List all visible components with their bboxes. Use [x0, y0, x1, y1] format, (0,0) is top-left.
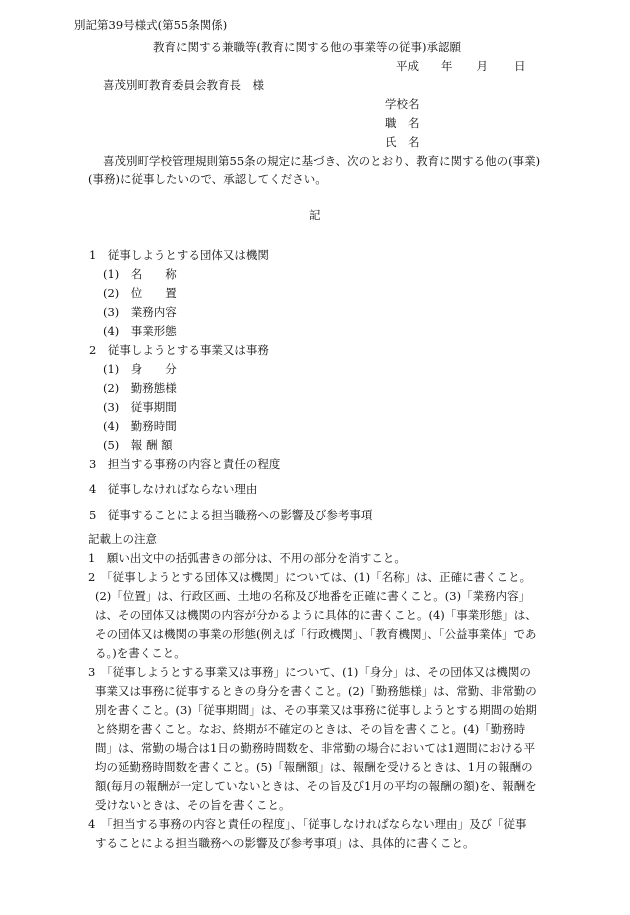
date-line	[396, 61, 526, 73]
section-2-item-3: (3) 従事期間	[103, 400, 177, 414]
note-line: 別を書くこと。(3)「従事期間」は、その事業又は事務に従事しようとする期間の始期	[95, 703, 537, 717]
note-line: る。)を書くこと。	[95, 646, 186, 660]
intro-line-1: 喜茂別町学校管理規則第55条の規定に基づき、次のとおり、教育に関する他の(事業)	[103, 154, 541, 168]
note-line: 2 「従事しようとする団体又は機関」については、(1)「名称」は、正確に書くこと。	[88, 570, 532, 584]
section-4-title: 4 従事しなければならない理由	[89, 482, 258, 496]
note-line: と終期を書くこと。なお、終期が不確定のときは、その旨を書くこと。(4)「勤務時	[95, 722, 526, 736]
note-line: 4 「担当する事務の内容と責任の程度」、「従事しなければならない理由」及び「従事	[88, 817, 527, 831]
section-2-item-5: (5) 報 酬 額	[103, 438, 173, 452]
note-line: 3 「従事しようとする事業又は事務」について、(1)「身分」は、その団体又は機関の	[88, 665, 531, 679]
note-line: その団体又は機関の事業の形態(例えば「行政機関」、「教育機関」、「公益事業体」であ	[95, 627, 537, 641]
addressee: 喜茂別町教育委員会教育長 様	[103, 78, 264, 92]
date-year: 年	[441, 59, 453, 73]
date-day: 日	[514, 59, 526, 73]
section-5-title: 5 従事することによる担当職務への影響及び参考事項	[89, 508, 373, 522]
date-era: 平成	[396, 59, 419, 73]
notes-heading: 記載上の注意	[88, 532, 157, 546]
position-label: 職 名	[385, 116, 420, 130]
section-2-item-1: (1) 身 分	[103, 362, 177, 376]
note-line: (2)「位置」は、行政区画、土地の名称及び地番を正確に書くこと。(3)「業務内容」	[95, 589, 531, 603]
date-month: 月	[476, 59, 488, 73]
section-1-item-2: (2) 位 置	[103, 286, 177, 300]
note-line: 間」は、常勤の場合は1日の勤務時間数を、非常勤の場合においては1週間における平	[95, 741, 536, 755]
document-title: 教育に関する兼職等(教育に関する他の事業等の従事)承認願	[153, 40, 461, 54]
section-2-title: 2 従事しようとする事業又は事務	[89, 343, 269, 357]
note-line: 額(毎月の報酬が一定していないときは、その旨及び1月の平均の報酬の額)を、報酬を	[95, 779, 537, 793]
section-2-item-2: (2) 勤務態様	[103, 381, 177, 395]
section-2-item-4: (4) 勤務時間	[103, 419, 177, 433]
form-number: 別記第39号様式(第55条関係)	[74, 18, 228, 32]
name-label: 氏 名	[385, 135, 420, 149]
note-line: は、その団体又は機関の内容が分かるように具体的に書くこと。(4)「事業形態」は、	[95, 608, 537, 622]
note-line: 均の延勤務時間数を書くこと。(5)「報酬額」は、報酬を受けるときは、1月の報酬の	[95, 760, 533, 774]
note-line: 事業又は事務に従事するときの身分を書くこと。(2)「勤務態様」は、常勤、非常勤の	[95, 684, 537, 698]
note-line: することによる担当職務への影響及び参考事項」は、具体的に書くこと。	[95, 836, 475, 850]
section-1-item-1: (1) 名 称	[103, 267, 177, 281]
note-line: 1 願い出文中の括弧書きの部分は、不用の部分を消すこと。	[88, 551, 406, 565]
section-1-title: 1 従事しようとする団体又は機関	[89, 248, 269, 262]
school-label: 学校名	[385, 97, 420, 111]
section-1-item-4: (4) 事業形態	[103, 324, 177, 338]
section-1-item-3: (3) 業務内容	[103, 305, 177, 319]
ki-label: 記	[309, 208, 321, 222]
section-3-title: 3 担当する事務の内容と責任の程度	[89, 457, 281, 471]
note-line: 受けないときは、その旨を書くこと。	[95, 798, 291, 812]
intro-line-2: (事務)に従事したいので、承認してください。	[88, 172, 327, 186]
